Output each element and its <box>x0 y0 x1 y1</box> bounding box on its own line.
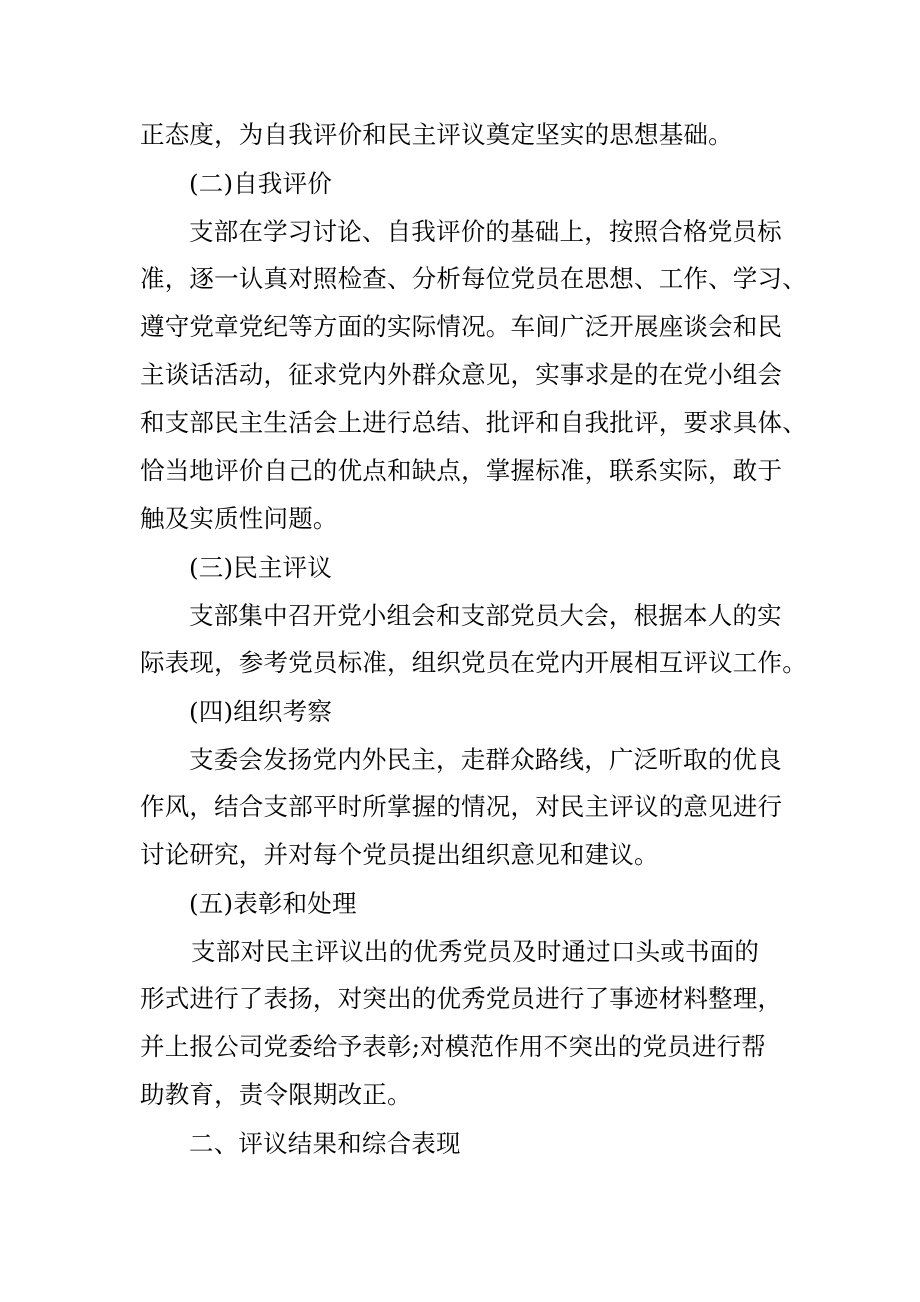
section-heading-self-evaluation: (二)自我评价 <box>189 169 333 198</box>
section-heading-commendation: (五)表彰和处理 <box>189 889 357 918</box>
paragraph-line: 正态度，为自我评价和民主评议奠定坚实的思想基础。 <box>140 120 733 149</box>
paragraph-line: 并上报公司党委给予表彰;对模范作用不突出的党员进行帮 <box>140 1032 766 1061</box>
paragraph-line: 际表现，参考党员标准，组织党员在党内开展相互评议工作。 <box>140 648 807 677</box>
section-heading-democratic-review: (三)民主评议 <box>189 553 333 582</box>
paragraph-line: 形式进行了表扬，对突出的优秀党员进行了事迹材料整理， <box>140 984 783 1013</box>
paragraph-line: 支部对民主评议出的优秀党员及时通过口头或书面的 <box>191 937 760 966</box>
paragraph-line: 助教育，责令限期改正。 <box>140 1080 412 1109</box>
paragraph-line: 准，逐一认真对照检查、分析每位党员在思想、工作、学习、 <box>140 264 807 293</box>
paragraph-line: 支部在学习讨论、自我评价的基础上，按照合格党员标 <box>189 217 782 246</box>
paragraph-line: 支委会发扬党内外民主，走群众路线，广泛听取的优良 <box>189 745 782 774</box>
paragraph-line: 支部集中召开党小组会和支部党员大会，根据本人的实 <box>189 601 782 630</box>
paragraph-line: 恰当地评价自己的优点和缺点，掌握标准，联系实际，敢于 <box>140 456 783 485</box>
paragraph-line: 触及实质性问题。 <box>140 504 338 533</box>
section-heading-organizational-review: (四)组织考察 <box>189 697 333 726</box>
paragraph-line: 和支部民主生活会上进行总结、批评和自我批评，要求具体、 <box>140 408 807 437</box>
paragraph-line: 作风，结合支部平时所掌握的情况，对民主评议的意见进行 <box>140 792 783 821</box>
section-heading-results: 二、评议结果和综合表现 <box>189 1129 461 1158</box>
paragraph-line: 讨论研究，并对每个党员提出组织意见和建议。 <box>140 840 659 869</box>
paragraph-line: 主谈话活动，征求党内外群众意见，实事求是的在党小组会 <box>140 360 783 389</box>
paragraph-line: 遵守党章党纪等方面的实际情况。车间广泛开展座谈会和民 <box>140 312 783 341</box>
